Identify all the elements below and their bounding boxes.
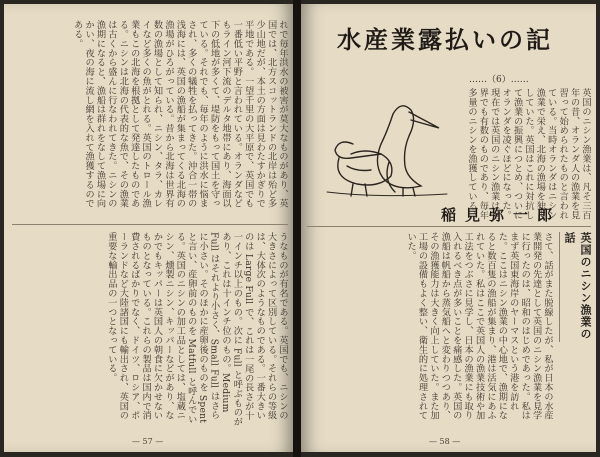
left-page-number: — 57 — <box>132 437 164 446</box>
right-page <box>301 4 596 452</box>
right-page-lower-text: さて、話がまた脱線したが、私が日本の水産業開発の先達として英国のニシン漁業を見学に行ったのは、昭和のはじめであった。私はまず英国東海岸のヤーマスという港を訪れた。ここはニシン漁業の中心地で、漁期になると数百隻の漁船が集まり、港は活気にあふれていた。私はここで英国人の漁業技術や加工法をつぶさに見学し、日本の漁業にも取り入れるべき点が多いことを痛感した。英国の漁船は帆船から蒸気船へと変わりつつあり、その漁獲能力は大きく向上していた。また加工場の設備もよく整い、衛生的に処理されていた。 <box>405 232 553 420</box>
book-gutter <box>293 0 301 457</box>
left-page-upper-text: れで毎年洪水の被害が莫大なものがあり、英国では、北方スコットランドの北岸は殆ど多少山地だが、本土の方面は見わたすかぎりで平地である。一望千里の大平原で、英国でも一番低い平野と言われている。オランダなどもライン河下流のデルタ地帯にあり、海面以下の低地が多くて、堤防をもって国土を守っている。それでも、毎年のように洪水に悩まされ、多くの犠牲を払ってきた。沖合一帯の浅海には、英国の漁船が集まってくる北海の漁場がひろがっている。昔から北海は世界有数の漁場として知られ、ニシン、タラ、カレイなど多くの魚がとれる。英国のトロール漁業もこの北海を根拠として発達したものである。ニシンは北海の代表的な魚で、その漁業は古くから盛んに行なわれてきた。ニシンの漁期になると、漁船は群れをなして漁場に向かい、夜の海に流し網を入れて漁獲するのである。 <box>71 20 288 208</box>
left-page-divider <box>12 224 288 225</box>
author-name: 稲見弥一郎 <box>441 206 562 224</box>
section-heading: 英国のニシン漁業の話 <box>559 232 593 342</box>
installment-number: ……（6）…… <box>469 75 529 85</box>
left-page-lower-text: うなものが有名である。英国でも、ニシンの大きさによって区別している。それらの等級は、大体次のようなものである。一番大きいのは Large Full で、これは一尾の長さが十一インチ以上のもの。次に Full と呼ぶものがあり、これは十インチ位のもの。Medium Full はそれより小さく、Small Full はさらに小さい。そのほかに産卵後のものを Spent と言い、産卵前のものを Matfull と呼んでいる。英国のニシンの加工品としては、塩蔵ニシン、燻製ニシン、キッパーなどがあり、なかでもキッパーは英国人の朝食に欠かせないものとなっている。これらの製品は国内で消費されるばかりでなく、ドイツ、ロシア、ポーランドなど大陸諸国にも輸出され、英国の重要な輸出品の一つとなっている。 <box>105 232 288 427</box>
right-page-divider <box>307 226 591 227</box>
right-page-upper-text: 英国のニシン漁業は、凡そ三百年の昔、オランダ人の漁業を見習って始められたものと言われている。当時オランダはニシン漁業で栄え、北海の漁場を独占していた。英国はこれに対抗して漁業の振興につとめ、ついにオランダを凌ぐほどになった。現在では英国のニシン漁業は世界でも有数のものであり、毎年多量のニシンを漁獲している。 <box>465 88 591 220</box>
pelican-illustration <box>323 92 453 200</box>
article-title: 水産業露払いの記 <box>337 25 553 54</box>
right-page-number: — 58 — <box>429 437 461 446</box>
left-page <box>4 4 293 452</box>
